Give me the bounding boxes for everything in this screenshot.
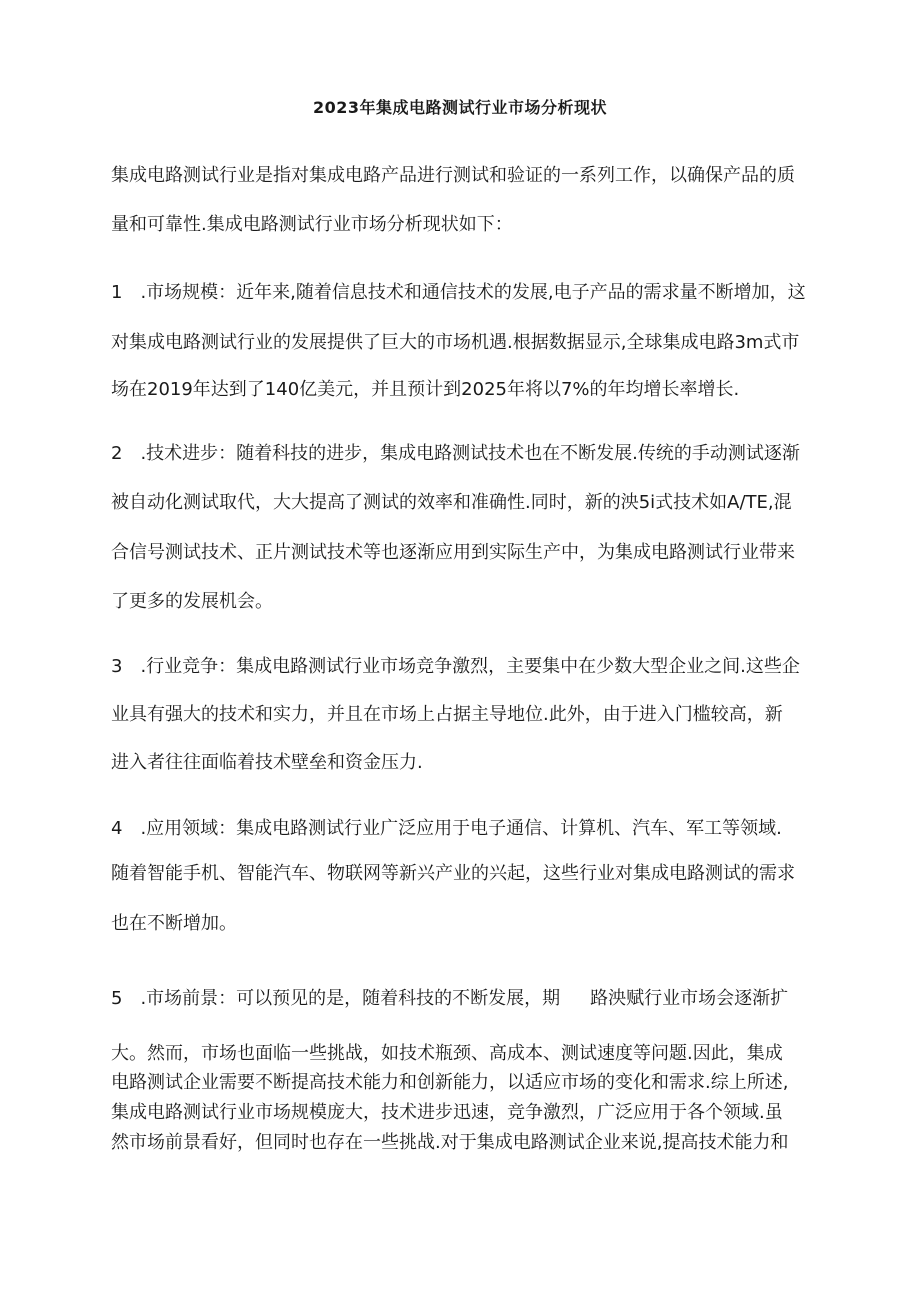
section-5-first-line-left: 5 .市场前景：可以预见的是，随着科技的不断发展，期 [111,988,561,1009]
section-3-line: 3 .行业竞争：集成电路测试行业市场竞争激烈，主要集中在少数大型企业之间.这些企 [111,656,800,677]
section-2-line: 被自动化测试取代，大大提高了测试的效率和准确性.同时，新的泱5i式技术如A/TE,混 [111,492,792,513]
section-5-line: 大。然而，市场也面临一些挑战，如技术瓶颈、高成本、测试速度等问题.因此，集成 [111,1043,783,1064]
document-title: 2023年集成电路测试行业市场分析现状 [312,98,608,117]
section-2-line: 了更多的发展机会。 [111,591,273,612]
section-5-line: 电路测试企业需要不断提高技术能力和创新能力，以适应市场的变化和需求.综上所述, [111,1072,789,1093]
section-4-line: 4 .应用领域：集成电路测试行业广泛应用于电子通信、计算机、汽车、军工等领域. [111,818,782,839]
section-5-first-line [111,986,788,1012]
intro-line: 量和可靠性.集成电路测试行业市场分析现状如下： [111,214,513,235]
section-5-line: 然市场前景看好，但同时也存在一些挑战.对于集成电路测试企业来说,提高技术能力和 [111,1132,789,1153]
section-3-line: 进入者往往面临着技术壁垒和资金压力. [111,752,423,773]
section-4-line: 也在不断增加。 [111,913,237,934]
section-3-line: 业具有强大的技术和实力，并且在市场上占据主导地位.此外，由于进入门槛较高，新 [111,704,783,725]
section-2-line: 合信号测试技术、正片测试技术等也逐渐应用到实际生产中，为集成电路测试行业带来 [111,542,795,563]
intro-line: 集成电路测试行业是指对集成电路产品进行测试和验证的一系列工作，以确保产品的质 [111,165,795,186]
section-1-line: 1 .市场规模：近年来,随着信息技术和通信技术的发展,电子产品的需求量不断增加，这 [111,282,806,303]
section-1-line: 对集成电路测试行业的发展提供了巨大的市场机遇.根据数据显示,全球集成电路3m式市 [111,332,800,353]
section-5-first-line-right: 路泱赋行业市场会逐渐扩 [590,988,789,1009]
section-1-line: 场在2019年达到了140亿美元，并且预计到2025年将以7%的年均增长率增长. [111,379,740,400]
section-5-line: 集成电路测试行业市场规模庞大，技术进步迅速，竞争激烈，广泛应用于各个领域.虽 [111,1102,783,1123]
section-2-line: 2 .技术进步：随着科技的进步，集成电路测试技术也在不断发展.传统的手动测试逐渐 [111,443,800,464]
section-4-line: 随着智能手机、智能汽车、物联网等新兴产业的兴起，这些行业对集成电路测试的需求 [111,863,795,884]
